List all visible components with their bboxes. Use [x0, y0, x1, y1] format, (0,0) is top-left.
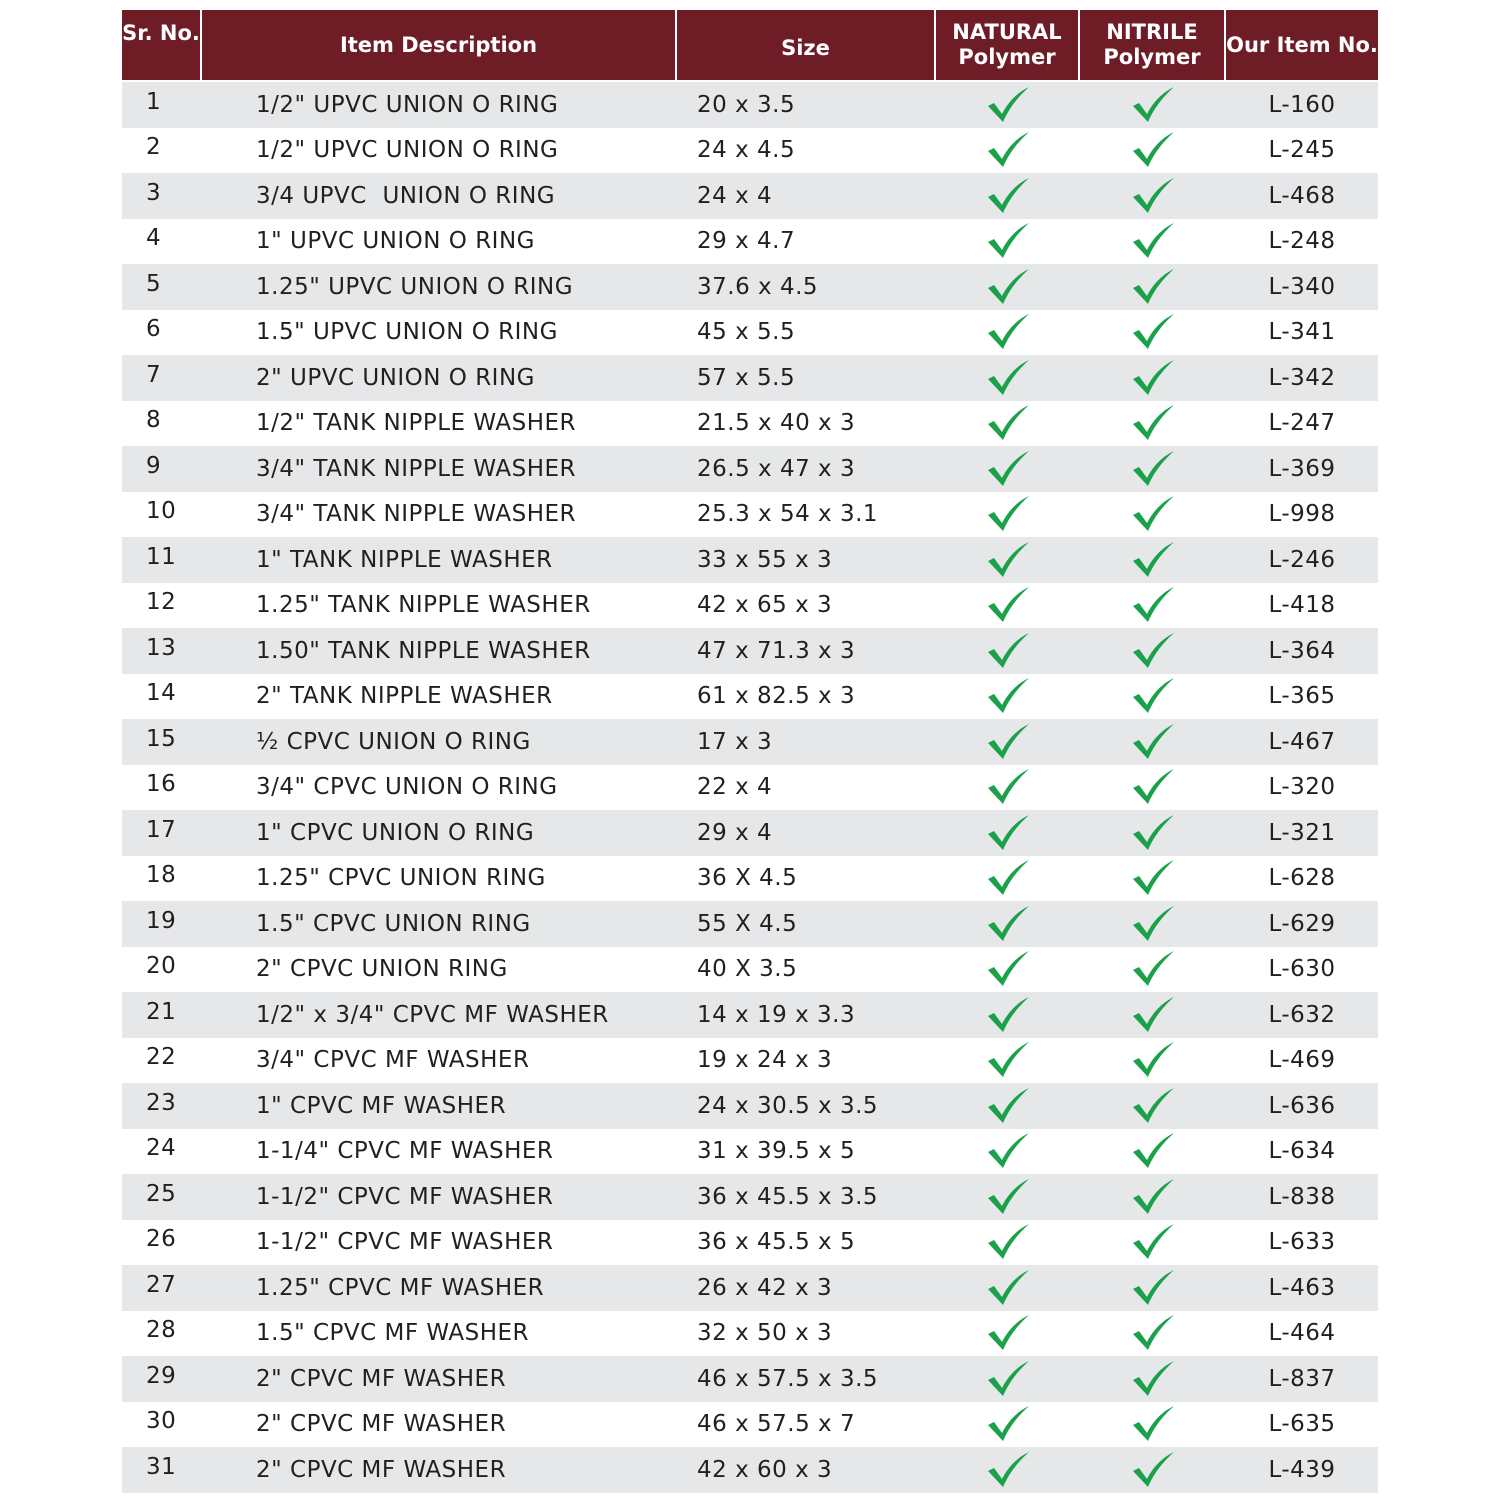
- sr-no-cell: 22: [146, 1044, 177, 1071]
- sr-no-cell: 21: [146, 998, 177, 1025]
- nitrile-polymer-cell: [1080, 222, 1226, 260]
- table-row: [122, 583, 1378, 629]
- natural-polymer-cell: [936, 86, 1080, 124]
- sr-no-cell: 20: [146, 953, 177, 980]
- item-description-cell: 1.25" CPVC MF WASHER: [256, 1274, 545, 1301]
- checkmark-icon: [986, 1132, 1030, 1170]
- sr-no-cell: 8: [146, 407, 162, 434]
- table-row: [122, 947, 1378, 993]
- nitrile-polymer-cell: [1080, 768, 1226, 806]
- natural-polymer-cell: [936, 495, 1080, 533]
- natural-polymer-cell: [936, 1269, 1080, 1307]
- table-row: [122, 992, 1378, 1038]
- table-row: [122, 856, 1378, 902]
- checkmark-icon: [1131, 268, 1175, 306]
- item-no-cell: L-467: [1268, 728, 1336, 755]
- header-natural-polymer: NATURAL Polymer: [936, 10, 1080, 80]
- nitrile-polymer-cell: [1080, 86, 1226, 124]
- sr-no-cell: 14: [146, 680, 177, 707]
- checkmark-icon: [986, 768, 1030, 806]
- natural-polymer-cell: [936, 359, 1080, 397]
- nitrile-polymer-cell: [1080, 1223, 1226, 1261]
- size-cell: 46 x 57.5 x 3.5: [697, 1365, 879, 1392]
- natural-polymer-cell: [936, 1360, 1080, 1398]
- table-row: [122, 674, 1378, 720]
- item-no-cell: L-634: [1268, 1138, 1336, 1165]
- natural-polymer-cell: [936, 905, 1080, 943]
- sr-no-cell: 12: [146, 589, 177, 616]
- checkmark-icon: [1131, 905, 1175, 943]
- nitrile-polymer-cell: [1080, 1314, 1226, 1352]
- checkmark-icon: [986, 86, 1030, 124]
- table-row: [122, 719, 1378, 765]
- nitrile-polymer-cell: [1080, 950, 1226, 988]
- natural-polymer-cell: [936, 950, 1080, 988]
- item-no-cell: L-468: [1268, 182, 1336, 209]
- sr-no-cell: 3: [146, 179, 162, 206]
- item-description-cell: 1.50" TANK NIPPLE WASHER: [256, 637, 591, 664]
- size-cell: 26.5 x 47 x 3: [697, 455, 856, 482]
- natural-polymer-cell: [936, 1223, 1080, 1261]
- item-no-cell: L-247: [1268, 410, 1336, 437]
- item-no-cell: L-246: [1268, 546, 1336, 573]
- size-cell: 20 x 3.5: [697, 91, 796, 118]
- natural-polymer-cell: [936, 586, 1080, 624]
- checkmark-icon: [986, 1178, 1030, 1216]
- checkmark-icon: [1131, 677, 1175, 715]
- sr-no-cell: 1: [146, 88, 162, 115]
- checkmark-icon: [986, 677, 1030, 715]
- item-description-cell: 1/2" UPVC UNION O RING: [256, 91, 559, 118]
- item-description-cell: 3/4 UPVC UNION O RING: [256, 182, 556, 209]
- size-cell: 14 x 19 x 3.3: [697, 1001, 856, 1028]
- sr-no-cell: 11: [146, 543, 177, 570]
- sr-no-cell: 7: [146, 361, 162, 388]
- checkmark-icon: [1131, 586, 1175, 624]
- nitrile-polymer-cell: [1080, 495, 1226, 533]
- item-description-cell: 1" CPVC UNION O RING: [256, 819, 535, 846]
- checkmark-icon: [986, 1314, 1030, 1352]
- size-cell: 61 x 82.5 x 3: [697, 683, 856, 710]
- item-no-cell: L-837: [1268, 1365, 1336, 1392]
- checkmark-icon: [986, 404, 1030, 442]
- checkmark-icon: [1131, 495, 1175, 533]
- size-cell: 22 x 4: [697, 774, 773, 801]
- nitrile-polymer-cell: [1080, 1178, 1226, 1216]
- checkmark-icon: [986, 996, 1030, 1034]
- checkmark-icon: [986, 950, 1030, 988]
- size-cell: 55 X 4.5: [697, 910, 798, 937]
- checkmark-icon: [986, 495, 1030, 533]
- table-row: [122, 628, 1378, 674]
- nitrile-polymer-cell: [1080, 541, 1226, 579]
- checkmark-icon: [986, 1041, 1030, 1079]
- nitrile-polymer-cell: [1080, 1132, 1226, 1170]
- nitrile-polymer-cell: [1080, 313, 1226, 351]
- nitrile-polymer-cell: [1080, 359, 1226, 397]
- size-cell: 40 X 3.5: [697, 956, 798, 983]
- checkmark-icon: [1131, 86, 1175, 124]
- checkmark-icon: [1131, 1178, 1175, 1216]
- checkmark-icon: [1131, 996, 1175, 1034]
- sr-no-cell: 18: [146, 862, 177, 889]
- checkmark-icon: [986, 1087, 1030, 1125]
- item-no-cell: L-464: [1268, 1320, 1336, 1347]
- table-row: [122, 1083, 1378, 1129]
- table-row: [122, 1356, 1378, 1402]
- sr-no-cell: 15: [146, 725, 177, 752]
- natural-polymer-cell: [936, 131, 1080, 169]
- checkmark-icon: [1131, 1087, 1175, 1125]
- header-sr-no: Sr. No.: [122, 10, 202, 80]
- item-no-cell: L-630: [1268, 956, 1336, 983]
- table-row: [122, 401, 1378, 447]
- table-row: [122, 492, 1378, 538]
- item-description-cell: 3/4" TANK NIPPLE WASHER: [256, 501, 577, 528]
- nitrile-polymer-cell: [1080, 1451, 1226, 1489]
- size-cell: 45 x 5.5: [697, 319, 796, 346]
- nitrile-polymer-cell: [1080, 1405, 1226, 1443]
- checkmark-icon: [1131, 541, 1175, 579]
- header-nitrile-polymer: NITRILE Polymer: [1080, 10, 1226, 80]
- checkmark-icon: [986, 859, 1030, 897]
- item-description-cell: 1-1/4" CPVC MF WASHER: [256, 1138, 554, 1165]
- checkmark-icon: [986, 450, 1030, 488]
- sr-no-cell: 30: [146, 1408, 177, 1435]
- checkmark-icon: [1131, 177, 1175, 215]
- table-row: [122, 1265, 1378, 1311]
- sr-no-cell: 9: [146, 452, 162, 479]
- table-row: [122, 355, 1378, 401]
- table-row: [122, 82, 1378, 128]
- checkmark-icon: [986, 177, 1030, 215]
- item-no-cell: L-364: [1268, 637, 1336, 664]
- checkmark-icon: [1131, 313, 1175, 351]
- item-description-cell: 3/4" CPVC UNION O RING: [256, 774, 558, 801]
- size-cell: 36 x 45.5 x 3.5: [697, 1183, 879, 1210]
- size-cell: 19 x 24 x 3: [697, 1047, 833, 1074]
- item-description-cell: 1.5" UPVC UNION O RING: [256, 319, 558, 346]
- sr-no-cell: 6: [146, 316, 162, 343]
- natural-polymer-cell: [936, 268, 1080, 306]
- checkmark-icon: [1131, 859, 1175, 897]
- checkmark-icon: [1131, 222, 1175, 260]
- checkmark-icon: [1131, 1360, 1175, 1398]
- table-row: [122, 1038, 1378, 1084]
- nitrile-polymer-cell: [1080, 268, 1226, 306]
- product-table: [122, 10, 1378, 1493]
- item-no-cell: L-439: [1268, 1456, 1336, 1483]
- table-row: [122, 810, 1378, 856]
- checkmark-icon: [1131, 1451, 1175, 1489]
- item-no-cell: L-365: [1268, 683, 1336, 710]
- natural-polymer-cell: [936, 859, 1080, 897]
- checkmark-icon: [1131, 950, 1175, 988]
- item-no-cell: L-463: [1268, 1274, 1336, 1301]
- sr-no-cell: 10: [146, 498, 177, 525]
- sr-no-cell: 23: [146, 1089, 177, 1116]
- sr-no-cell: 19: [146, 907, 177, 934]
- natural-polymer-cell: [936, 1451, 1080, 1489]
- table-row: [122, 1402, 1378, 1448]
- nitrile-polymer-cell: [1080, 450, 1226, 488]
- sr-no-cell: 17: [146, 816, 177, 843]
- item-no-cell: L-632: [1268, 1001, 1336, 1028]
- nitrile-polymer-cell: [1080, 814, 1226, 852]
- item-no-cell: L-838: [1268, 1183, 1336, 1210]
- size-cell: 57 x 5.5: [697, 364, 796, 391]
- item-description-cell: 1.5" CPVC UNION RING: [256, 910, 531, 937]
- size-cell: 36 X 4.5: [697, 865, 798, 892]
- nitrile-polymer-cell: [1080, 632, 1226, 670]
- nitrile-polymer-cell: [1080, 586, 1226, 624]
- checkmark-icon: [986, 359, 1030, 397]
- table-row: [122, 173, 1378, 219]
- table-row: [122, 1129, 1378, 1175]
- size-cell: 21.5 x 40 x 3: [697, 410, 856, 437]
- size-cell: 17 x 3: [697, 728, 773, 755]
- item-description-cell: 1.25" CPVC UNION RING: [256, 865, 546, 892]
- nitrile-polymer-cell: [1080, 905, 1226, 943]
- item-no-cell: L-629: [1268, 910, 1336, 937]
- checkmark-icon: [986, 1269, 1030, 1307]
- sr-no-cell: 24: [146, 1135, 177, 1162]
- natural-polymer-cell: [936, 677, 1080, 715]
- natural-polymer-cell: [936, 1087, 1080, 1125]
- item-description-cell: 2" CPVC MF WASHER: [256, 1365, 507, 1392]
- nitrile-polymer-cell: [1080, 723, 1226, 761]
- table-row: [122, 1174, 1378, 1220]
- natural-polymer-cell: [936, 723, 1080, 761]
- checkmark-icon: [986, 222, 1030, 260]
- checkmark-icon: [986, 541, 1030, 579]
- size-cell: 29 x 4: [697, 819, 773, 846]
- size-cell: 24 x 4: [697, 182, 773, 209]
- item-description-cell: 3/4" TANK NIPPLE WASHER: [256, 455, 577, 482]
- sr-no-cell: 28: [146, 1317, 177, 1344]
- table-body: [122, 82, 1378, 1493]
- item-description-cell: 1.25" TANK NIPPLE WASHER: [256, 592, 591, 619]
- size-cell: 42 x 65 x 3: [697, 592, 833, 619]
- item-no-cell: L-160: [1268, 91, 1336, 118]
- table-row: [122, 219, 1378, 265]
- checkmark-icon: [1131, 131, 1175, 169]
- sr-no-cell: 2: [146, 134, 162, 161]
- size-cell: 36 x 45.5 x 5: [697, 1229, 856, 1256]
- checkmark-icon: [986, 1451, 1030, 1489]
- table-row: [122, 765, 1378, 811]
- checkmark-icon: [986, 723, 1030, 761]
- natural-polymer-cell: [936, 1178, 1080, 1216]
- table-row: [122, 1447, 1378, 1493]
- header-size: Size: [677, 10, 936, 80]
- natural-polymer-cell: [936, 313, 1080, 351]
- sr-no-cell: 31: [146, 1453, 177, 1480]
- item-description-cell: 2" TANK NIPPLE WASHER: [256, 683, 553, 710]
- nitrile-polymer-cell: [1080, 1360, 1226, 1398]
- item-no-cell: L-321: [1268, 819, 1336, 846]
- natural-polymer-cell: [936, 632, 1080, 670]
- checkmark-icon: [1131, 632, 1175, 670]
- checkmark-icon: [1131, 450, 1175, 488]
- checkmark-icon: [1131, 1314, 1175, 1352]
- checkmark-icon: [986, 1405, 1030, 1443]
- natural-polymer-cell: [936, 996, 1080, 1034]
- checkmark-icon: [986, 313, 1030, 351]
- checkmark-icon: [1131, 1041, 1175, 1079]
- checkmark-icon: [1131, 404, 1175, 442]
- sr-no-cell: 5: [146, 270, 162, 297]
- size-cell: 33 x 55 x 3: [697, 546, 833, 573]
- sr-no-cell: 25: [146, 1180, 177, 1207]
- nitrile-polymer-cell: [1080, 996, 1226, 1034]
- item-description-cell: 1-1/2" CPVC MF WASHER: [256, 1229, 554, 1256]
- item-description-cell: 3/4" CPVC MF WASHER: [256, 1047, 530, 1074]
- nitrile-polymer-cell: [1080, 859, 1226, 897]
- natural-polymer-cell: [936, 814, 1080, 852]
- checkmark-icon: [986, 268, 1030, 306]
- nitrile-polymer-cell: [1080, 131, 1226, 169]
- size-cell: 37.6 x 4.5: [697, 273, 819, 300]
- item-description-cell: 1" TANK NIPPLE WASHER: [256, 546, 553, 573]
- size-cell: 26 x 42 x 3: [697, 1274, 833, 1301]
- sr-no-cell: 26: [146, 1226, 177, 1253]
- item-no-cell: L-245: [1268, 137, 1336, 164]
- checkmark-icon: [1131, 814, 1175, 852]
- natural-polymer-cell: [936, 222, 1080, 260]
- table-row: [122, 310, 1378, 356]
- sr-no-cell: 29: [146, 1362, 177, 1389]
- size-cell: 29 x 4.7: [697, 228, 796, 255]
- nitrile-polymer-cell: [1080, 1269, 1226, 1307]
- item-description-cell: 1-1/2" CPVC MF WASHER: [256, 1183, 554, 1210]
- nitrile-polymer-cell: [1080, 677, 1226, 715]
- item-description-cell: 1/2" x 3/4" CPVC MF WASHER: [256, 1001, 609, 1028]
- checkmark-icon: [986, 131, 1030, 169]
- item-no-cell: L-628: [1268, 865, 1336, 892]
- item-description-cell: 2" CPVC MF WASHER: [256, 1411, 507, 1438]
- size-cell: 32 x 50 x 3: [697, 1320, 833, 1347]
- checkmark-icon: [1131, 723, 1175, 761]
- item-no-cell: L-369: [1268, 455, 1336, 482]
- item-no-cell: L-633: [1268, 1229, 1336, 1256]
- natural-polymer-cell: [936, 177, 1080, 215]
- natural-polymer-cell: [936, 768, 1080, 806]
- item-description-cell: ½ CPVC UNION O RING: [256, 728, 531, 755]
- checkmark-icon: [986, 1360, 1030, 1398]
- table-header: [122, 10, 1378, 80]
- item-no-cell: L-340: [1268, 273, 1336, 300]
- item-description-cell: 2" CPVC MF WASHER: [256, 1456, 507, 1483]
- table-row: [122, 1220, 1378, 1266]
- item-description-cell: 1/2" TANK NIPPLE WASHER: [256, 410, 577, 437]
- item-description-cell: 1" UPVC UNION O RING: [256, 228, 535, 255]
- natural-polymer-cell: [936, 1132, 1080, 1170]
- item-no-cell: L-418: [1268, 592, 1336, 619]
- checkmark-icon: [1131, 1269, 1175, 1307]
- table-row: [122, 446, 1378, 492]
- item-description-cell: 1.5" CPVC MF WASHER: [256, 1320, 530, 1347]
- checkmark-icon: [986, 586, 1030, 624]
- checkmark-icon: [986, 1223, 1030, 1261]
- sr-no-cell: 16: [146, 771, 177, 798]
- table-row: [122, 1311, 1378, 1357]
- size-cell: 46 x 57.5 x 7: [697, 1411, 856, 1438]
- checkmark-icon: [1131, 1223, 1175, 1261]
- natural-polymer-cell: [936, 1405, 1080, 1443]
- item-no-cell: L-320: [1268, 774, 1336, 801]
- checkmark-icon: [1131, 1132, 1175, 1170]
- item-description-cell: 1" CPVC MF WASHER: [256, 1092, 507, 1119]
- item-description-cell: 2" UPVC UNION O RING: [256, 364, 535, 391]
- header-item-description: Item Description: [202, 10, 677, 80]
- item-no-cell: L-998: [1268, 501, 1336, 528]
- table-row: [122, 537, 1378, 583]
- checkmark-icon: [986, 814, 1030, 852]
- size-cell: 24 x 30.5 x 3.5: [697, 1092, 879, 1119]
- checkmark-icon: [1131, 768, 1175, 806]
- nitrile-polymer-cell: [1080, 1041, 1226, 1079]
- checkmark-icon: [986, 905, 1030, 943]
- checkmark-icon: [1131, 1405, 1175, 1443]
- size-cell: 24 x 4.5: [697, 137, 796, 164]
- table-row: [122, 901, 1378, 947]
- natural-polymer-cell: [936, 541, 1080, 579]
- item-description-cell: 1.25" UPVC UNION O RING: [256, 273, 574, 300]
- nitrile-polymer-cell: [1080, 1087, 1226, 1125]
- item-no-cell: L-636: [1268, 1092, 1336, 1119]
- table-row: [122, 264, 1378, 310]
- natural-polymer-cell: [936, 1314, 1080, 1352]
- item-no-cell: L-341: [1268, 319, 1336, 346]
- sr-no-cell: 4: [146, 225, 162, 252]
- sr-no-cell: 27: [146, 1271, 177, 1298]
- nitrile-polymer-cell: [1080, 404, 1226, 442]
- checkmark-icon: [986, 632, 1030, 670]
- size-cell: 25.3 x 54 x 3.1: [697, 501, 879, 528]
- checkmark-icon: [1131, 359, 1175, 397]
- natural-polymer-cell: [936, 450, 1080, 488]
- item-no-cell: L-342: [1268, 364, 1336, 391]
- item-no-cell: L-635: [1268, 1411, 1336, 1438]
- item-description-cell: 2" CPVC UNION RING: [256, 956, 508, 983]
- item-no-cell: L-469: [1268, 1047, 1336, 1074]
- natural-polymer-cell: [936, 1041, 1080, 1079]
- size-cell: 42 x 60 x 3: [697, 1456, 833, 1483]
- size-cell: 47 x 71.3 x 3: [697, 637, 856, 664]
- sr-no-cell: 13: [146, 634, 177, 661]
- natural-polymer-cell: [936, 404, 1080, 442]
- item-no-cell: L-248: [1268, 228, 1336, 255]
- header-our-item-no: Our Item No.: [1226, 10, 1378, 80]
- table-row: [122, 128, 1378, 174]
- item-description-cell: 1/2" UPVC UNION O RING: [256, 137, 559, 164]
- size-cell: 31 x 39.5 x 5: [697, 1138, 856, 1165]
- nitrile-polymer-cell: [1080, 177, 1226, 215]
